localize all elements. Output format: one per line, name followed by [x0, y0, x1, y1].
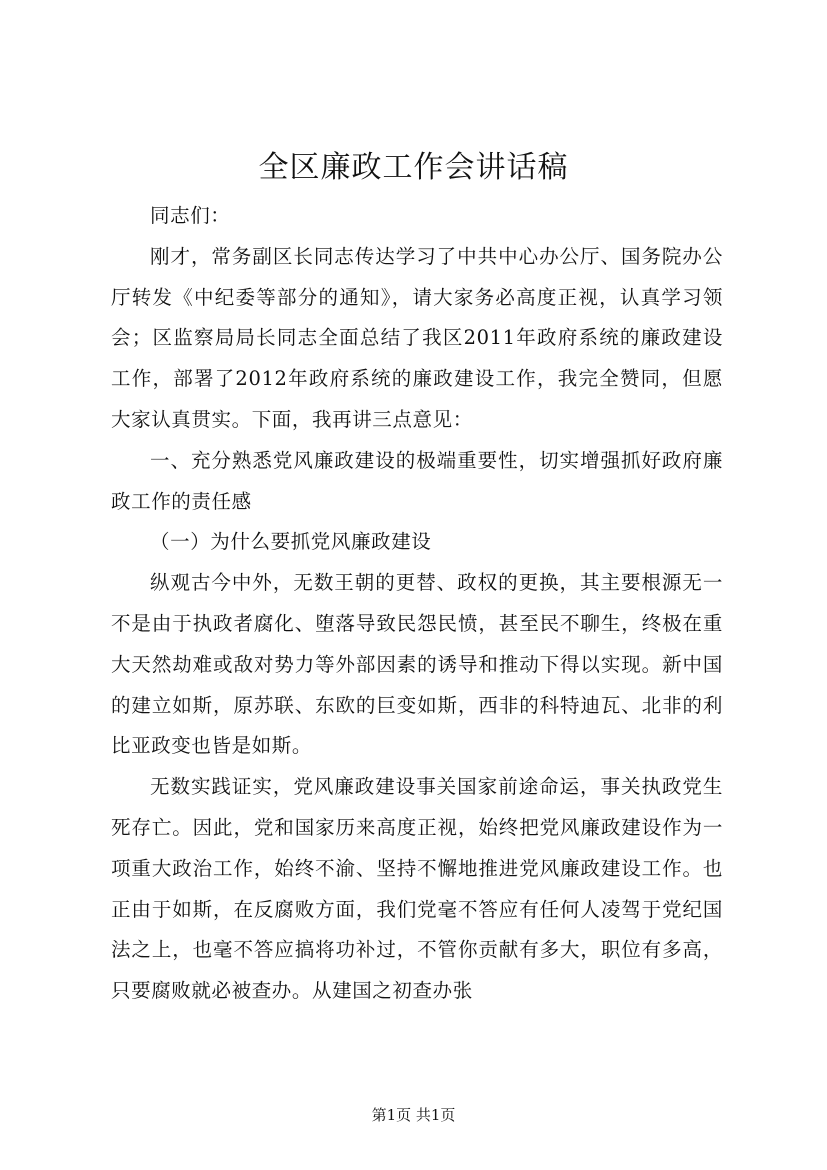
document-body [111, 196, 723, 1012]
document-title: 全区廉政工作会讲话稿 [258, 150, 569, 185]
body-paragraph: 无数实践证实，党风廉政建设事关国家前途命运，事关执政党生死存亡。因此，党和国家历来高度正视，始终把党风廉政建设作为一项重大政治工作，始终不渝、坚持不懈地推进党风廉政建设工作。也正由于如斯，在反腐败方面，我们党毫不答应有任何人凌驾于党纪国法之上，也毫不答应搞将功补过，不管你贡献有多大，职位有多高，只要腐败就必被查办。从建国之初查办张 [111, 775, 723, 1003]
subsection-heading: （一）为什么要抓党风廉政建设 [150, 530, 432, 554]
body-paragraph: 刚才，常务副区长同志传达学习了中共中心办公厅、国务院办公厅转发《中纪委等部分的通知》，请大家务必高度正视，认真学习领会；区监察局局长同志全面总结了我区2011年政府系统的廉政建设工作，部署了2012年政府系统的廉政建设工作，我完全赞同，但愿大家认真贯实。下面，我再讲三点意见： [111, 244, 723, 431]
section-heading: 一、充分熟悉党风廉政建设的极端重要性，切实增强抓好政府廉政工作的责任感 [111, 448, 723, 513]
page-number-footer: 第1页 共1页 [371, 1106, 456, 1124]
body-paragraph: 纵观古今中外，无数王朝的更替、政权的更换，其主要根源无一不是由于执政者腐化、堕落导致民怨民愤，甚至民不聊生，终极在重大天然劫难或敌对势力等外部因素的诱导和推动下得以实现。新中国的建立如斯，原苏联、东欧的巨变如斯，西非的科特迪瓦、北非的利比亚政变也皆是如斯。 [111, 571, 723, 758]
salutation-paragraph: 同志们： [150, 204, 231, 227]
